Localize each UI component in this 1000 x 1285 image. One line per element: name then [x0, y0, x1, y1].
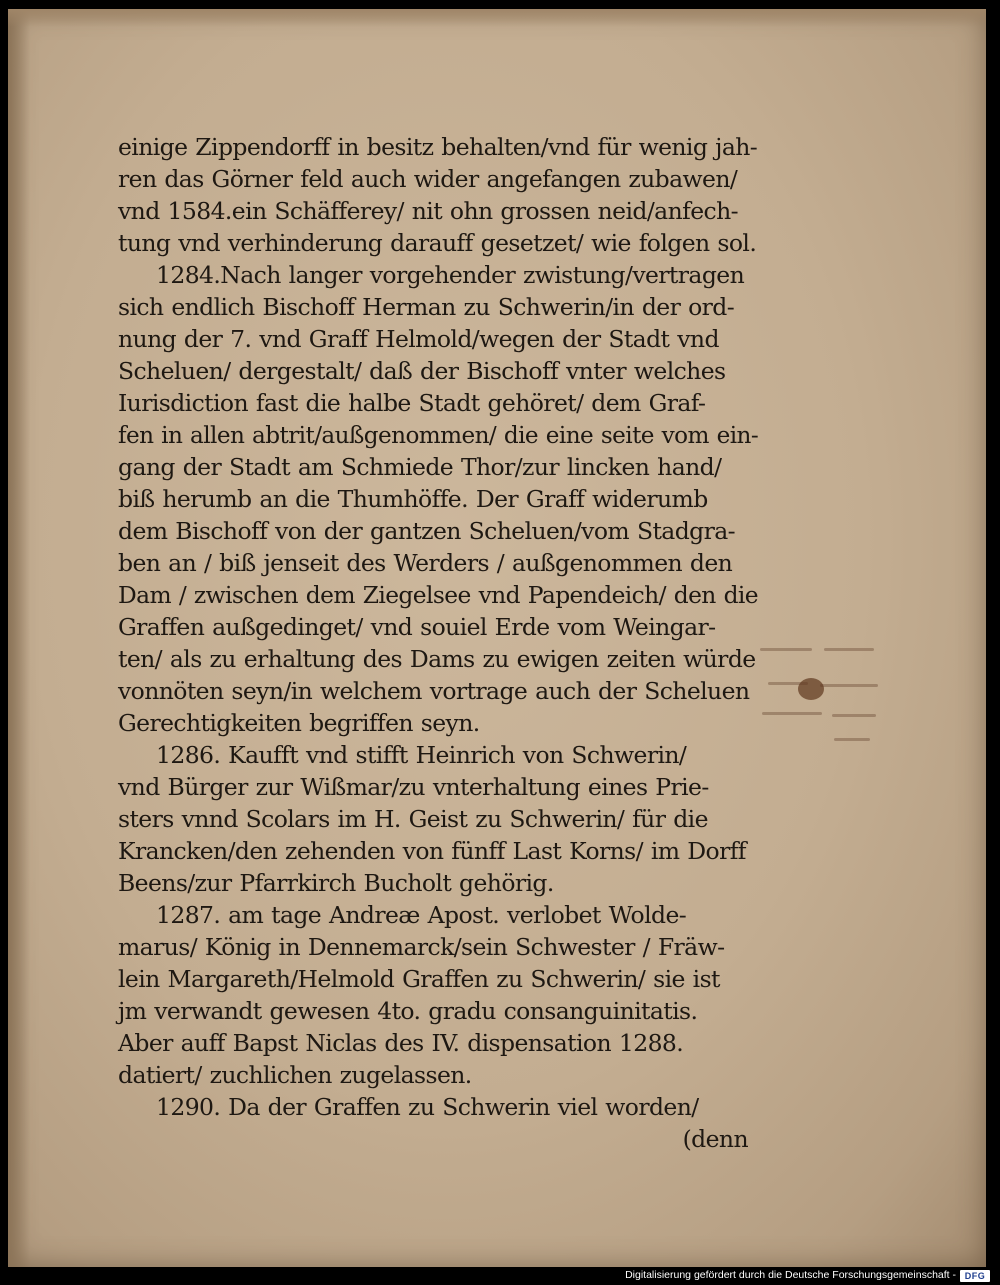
text-line: sich endlich Bischoff Herman zu Schwerin/in der ord- [118, 293, 735, 321]
text-line: Gerechtigkeiten begriffen seyn. [118, 709, 480, 737]
text-line: Beens/zur Pfarrkirch Bucholt gehörig. [118, 869, 554, 897]
text-line: vnd 1584.ein Schäfferey/ nit ohn grossen neid/anfech- [118, 197, 738, 225]
text-line: vonnöten seyn/in welchem vortrage auch der Scheluen [118, 677, 750, 705]
text-line: fen in allen abtrit/außgenommen/ die eine seite vom ein- [118, 421, 759, 449]
text-line: marus/ König in Dennemarck/sein Schwester / Fräw- [118, 933, 725, 961]
text-line: 1284.Nach langer vorgehender zwistung/vertragen [156, 261, 745, 289]
text-line: 1290. Da der Graffen zu Schwerin viel worden/ [156, 1093, 699, 1121]
text-line: Scheluen/ dergestalt/ daß der Bischoff vnter welches [118, 357, 726, 385]
text-line: Graffen außgedinget/ vnd souiel Erde vom Weingar- [118, 613, 716, 641]
dfg-logo-icon: DFG [960, 1270, 990, 1282]
text-line: lein Margareth/Helmold Graffen zu Schwerin/ sie ist [118, 965, 720, 993]
text-line: sters vnnd Scolars im H. Geist zu Schwerin/ für die [118, 805, 708, 833]
text-line: jm verwandt gewesen 4to. gradu consanguinitatis. [118, 997, 698, 1025]
text-line: 1287. am tage Andreæ Apost. verlobet Wolde- [156, 901, 687, 929]
text-line: einige Zippendorff in besitz behalten/vnd für wenig jah- [118, 133, 758, 161]
digitization-credit: Digitalisierung gefördert durch die Deutsche Forschungsgemeinschaft - [625, 1269, 956, 1281]
page-text [118, 131, 758, 1155]
text-line: Iurisdiction fast die halbe Stadt gehöret/ dem Graf- [118, 389, 706, 417]
text-line: 1286. Kaufft vnd stifft Heinrich von Schwerin/ [156, 741, 687, 769]
text-line: Dam / zwischen dem Ziegelsee vnd Papendeich/ den die [118, 581, 759, 609]
ink-bleed-through [754, 634, 894, 754]
text-line: ten/ als zu erhaltung des Dams zu ewigen zeiten würde [118, 645, 756, 673]
text-line: Aber auff Bapst Niclas des IV. dispensation 1288. [118, 1029, 684, 1057]
text-line: vnd Bürger zur Wißmar/zu vnterhaltung eines Prie- [118, 773, 709, 801]
text-line: ren das Görner feld auch wider angefangen zubawen/ [118, 165, 738, 193]
text-line: biß herumb an die Thumhöffe. Der Graff widerumb [118, 485, 708, 513]
text-line: nung der 7. vnd Graff Helmold/wegen der Stadt vnd [118, 325, 719, 353]
catchword: (denn [682, 1125, 748, 1153]
text-line: Krancken/den zehenden von fünff Last Korns/ im Dorff [118, 837, 746, 865]
text-line: gang der Stadt am Schmiede Thor/zur lincken hand/ [118, 453, 722, 481]
text-line: ben an / biß jenseit des Werders / außgenommen den [118, 549, 733, 577]
text-line: dem Bischoff von der gantzen Scheluen/vom Stadgra- [118, 517, 735, 545]
book-page-scan [8, 9, 986, 1267]
text-line: datiert/ zuchlichen zugelassen. [118, 1061, 472, 1089]
text-line: tung vnd verhinderung darauff gesetzet/ wie folgen sol. [118, 229, 757, 257]
